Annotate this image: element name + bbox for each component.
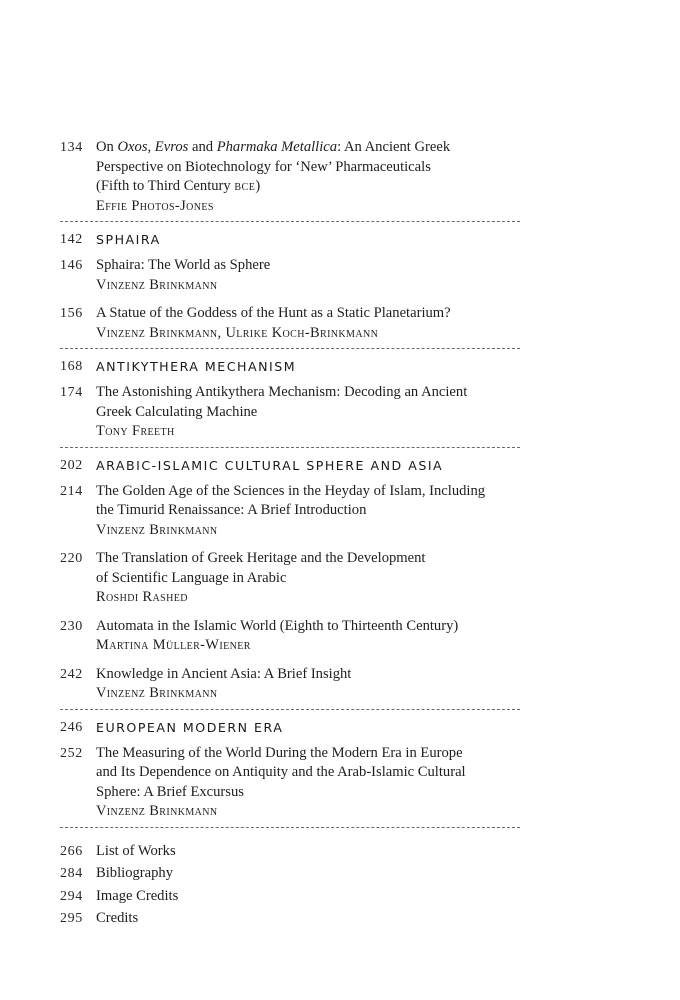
- entry-title-line: Sphere: A Brief Excursus: [96, 783, 244, 800]
- section-divider: [60, 709, 520, 710]
- title-italic: Evros: [154, 139, 189, 155]
- entry-title: The Golden Age of the Sciences in the Heyday of Islam, Including: [96, 482, 486, 499]
- entry-author: Vinzenz Brinkmann: [96, 685, 218, 701]
- page-number: 294: [60, 888, 83, 904]
- entry-title: Knowledge in Ancient Asia: A Brief Insight: [96, 665, 352, 682]
- page-number: 252: [60, 745, 83, 761]
- page-number: 168: [60, 359, 83, 374]
- page-number: 142: [60, 232, 83, 247]
- toc-entry: [60, 304, 520, 343]
- era-abbreviation: bce: [234, 178, 256, 194]
- page-number: 174: [60, 385, 83, 400]
- entry-title: Bibliography: [96, 865, 174, 881]
- entry-author: Tony Freeth: [96, 423, 175, 439]
- title-text: : An Ancient Greek: [337, 139, 451, 155]
- section-heading: SPHAIRA: [96, 232, 161, 247]
- entry-author: Vinzenz Brinkmann: [96, 803, 218, 819]
- entry-body: [96, 665, 520, 704]
- page-number: 146: [60, 258, 83, 273]
- page-number: 242: [60, 666, 83, 682]
- page-number: 220: [60, 551, 83, 566]
- entry-title-line: [96, 177, 520, 197]
- back-matter-item: [60, 908, 520, 929]
- back-matter-item: [60, 886, 520, 907]
- entry-title-line: Greek Calculating Machine: [96, 403, 258, 420]
- entry-author: Vinzenz Brinkmann: [96, 521, 218, 538]
- entry-title: The Measuring of the World During the Modern Era in Europe: [96, 744, 463, 761]
- section-heading-row: [60, 456, 520, 475]
- title-italic: Pharmaka Metallica: [216, 139, 338, 155]
- section-divider: [60, 447, 520, 448]
- entry-body: [96, 617, 520, 656]
- entry-title: Credits: [96, 910, 139, 926]
- entry-body: [96, 304, 520, 343]
- title-italic: Oxos: [117, 139, 148, 155]
- toc-entry: [60, 482, 520, 541]
- section-heading: ARABIC-ISLAMIC CULTURAL SPHERE AND ASIA: [96, 457, 444, 473]
- entry-author: Effie Photos-Jones: [96, 197, 214, 214]
- entry-author: Martina Müller-Wiener: [96, 637, 251, 653]
- page-number: 266: [60, 843, 83, 859]
- page-number: 214: [60, 483, 83, 499]
- toc-entry: [60, 549, 520, 608]
- entry-title: [96, 138, 520, 158]
- title-text: ): [255, 178, 261, 194]
- entry-title-line: the Timurid Renaissance: A Brief Introduction: [96, 502, 367, 518]
- section-heading: EUROPEAN MODERN ERA: [96, 719, 284, 735]
- entry-author: Vinzenz Brinkmann, Ulrike Koch-Brinkmann: [96, 324, 379, 341]
- entry-title: A Statue of the Goddess of the Hunt as a Static Planetarium?: [96, 305, 451, 321]
- page-number: 202: [60, 457, 83, 473]
- title-text: ,: [147, 139, 155, 155]
- toc-entry: [60, 665, 520, 704]
- title-text: and: [188, 139, 217, 155]
- entry-title: The Translation of Greek Heritage and the Development: [96, 550, 426, 566]
- entry-title: Image Credits: [96, 887, 179, 904]
- title-text: On: [96, 139, 118, 155]
- entry-title-line: and Its Dependence on Antiquity and the Arab-Islamic Cultural: [96, 764, 466, 780]
- entry-body: [96, 744, 520, 822]
- entry-author: Vinzenz Brinkmann: [96, 276, 218, 293]
- back-matter: [60, 841, 520, 930]
- page-number: 156: [60, 306, 83, 321]
- toc-entry: [60, 256, 520, 295]
- page-number: 246: [60, 719, 83, 735]
- section-divider: [60, 827, 520, 828]
- entry-body: [96, 138, 520, 216]
- page-number: 134: [60, 140, 83, 155]
- section-heading-row: [60, 718, 520, 737]
- entry-body: [96, 549, 520, 608]
- entry-author: Roshdi Rashed: [96, 589, 188, 605]
- page-number: 284: [60, 866, 83, 881]
- section-divider: [60, 348, 520, 349]
- table-of-contents: [60, 138, 520, 929]
- page-number: 295: [60, 911, 83, 926]
- entry-title-line: of Scientific Language in Arabic: [96, 569, 287, 586]
- entry-title: The Astonishing Antikythera Mechanism: Decoding an Ancient: [96, 384, 468, 400]
- entry-title: Sphaira: The World as Sphere: [96, 257, 271, 273]
- section-heading: ANTIKYTHERA MECHANISM: [96, 359, 297, 374]
- entry-title: Automata in the Islamic World (Eighth to Thirteenth Century): [96, 617, 459, 634]
- entry-body: [96, 383, 520, 442]
- toc-entry: [60, 138, 520, 216]
- back-matter-item: [60, 841, 520, 862]
- toc-entry: [60, 617, 520, 656]
- page-number: 230: [60, 618, 83, 634]
- section-heading-row: [60, 357, 520, 376]
- entry-title: List of Works: [96, 842, 176, 859]
- section-divider: [60, 221, 520, 222]
- title-text: (Fifth to Third Century: [96, 178, 235, 194]
- entry-title-line: Perspective on Biotechnology for ‘New’ Pharmaceuticals: [96, 158, 431, 175]
- section-heading-row: [60, 230, 520, 249]
- toc-entry: [60, 383, 520, 442]
- back-matter-item: [60, 863, 520, 884]
- entry-body: [96, 482, 520, 541]
- toc-entry: [60, 744, 520, 822]
- entry-body: [96, 256, 520, 295]
